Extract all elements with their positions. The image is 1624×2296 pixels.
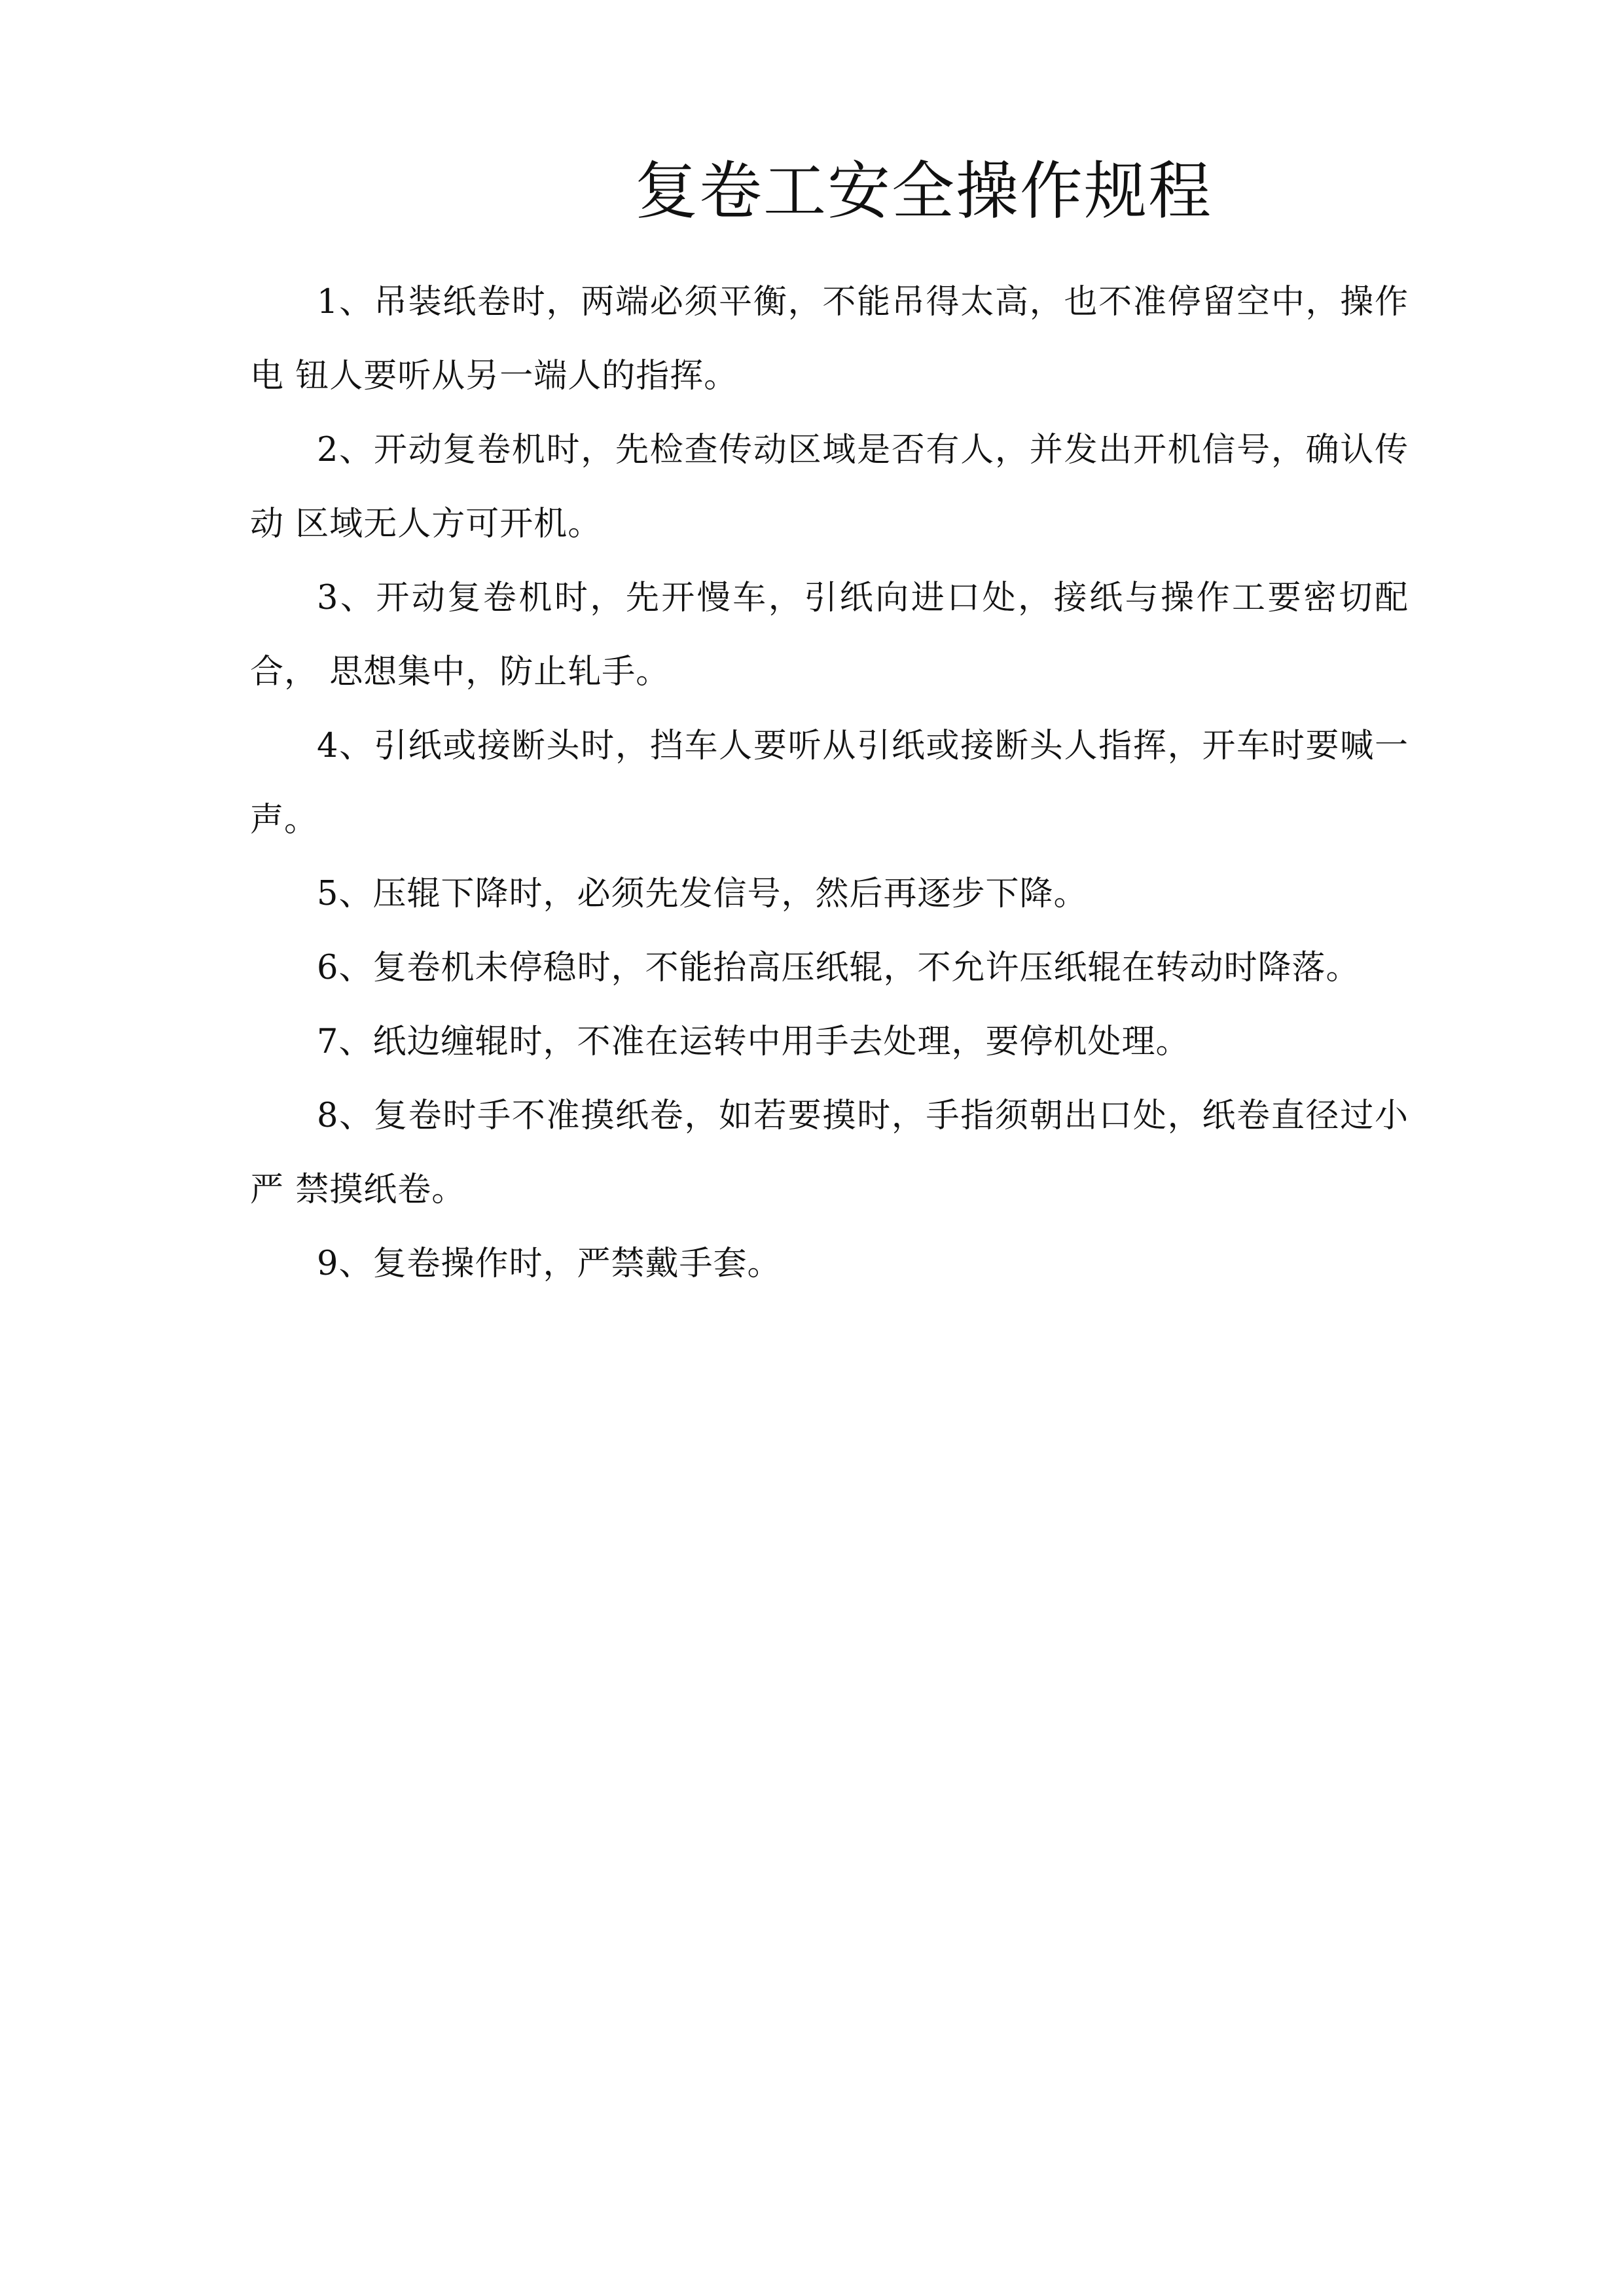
rule-paragraph-7: 7、纸边缠辊时，不准在运转中用手去处理，要停机处理。 — [317, 1023, 1190, 1061]
rule-paragraph-4: 4、引纸或接断头时，挡车人要听从引纸或接断头人指挥，开车时要喊一声。 — [250, 727, 1409, 839]
rule-paragraph-8: 8、复卷时手不准摸纸卷，如若要摸时，手指须朝出口处，纸卷直径过小严 禁摸纸卷。 — [250, 1097, 1409, 1209]
rule-paragraph-2: 2、开动复卷机时，先检查传动区域是否有人，并发出开机信号，确认传动 区域无人方可开机。 — [250, 431, 1409, 543]
rule-paragraph-6: 6、复卷机未停稳时，不能抬高压纸辊，不允许压纸辊在转动时降落。 — [317, 949, 1360, 987]
rule-paragraph-9: 9、复卷操作时，严禁戴手套。 — [317, 1245, 782, 1283]
rule-paragraph-1: 1、吊装纸卷时，两端必须平衡，不能吊得太高，也不准停留空中，操作电 钮人要听从另一端人的指挥。 — [250, 283, 1409, 395]
rule-paragraph-5: 5、压辊下降时，必须先发信号，然后再逐步下降。 — [317, 875, 1088, 913]
document-body — [250, 265, 1409, 1301]
document-title: 复卷工安全操作规程 — [635, 155, 1212, 228]
rule-paragraph-3: 3、开动复卷机时，先开慢车，引纸向进口处，接纸与操作工要密切配合， 思想集中，防止轧手。 — [250, 579, 1409, 691]
